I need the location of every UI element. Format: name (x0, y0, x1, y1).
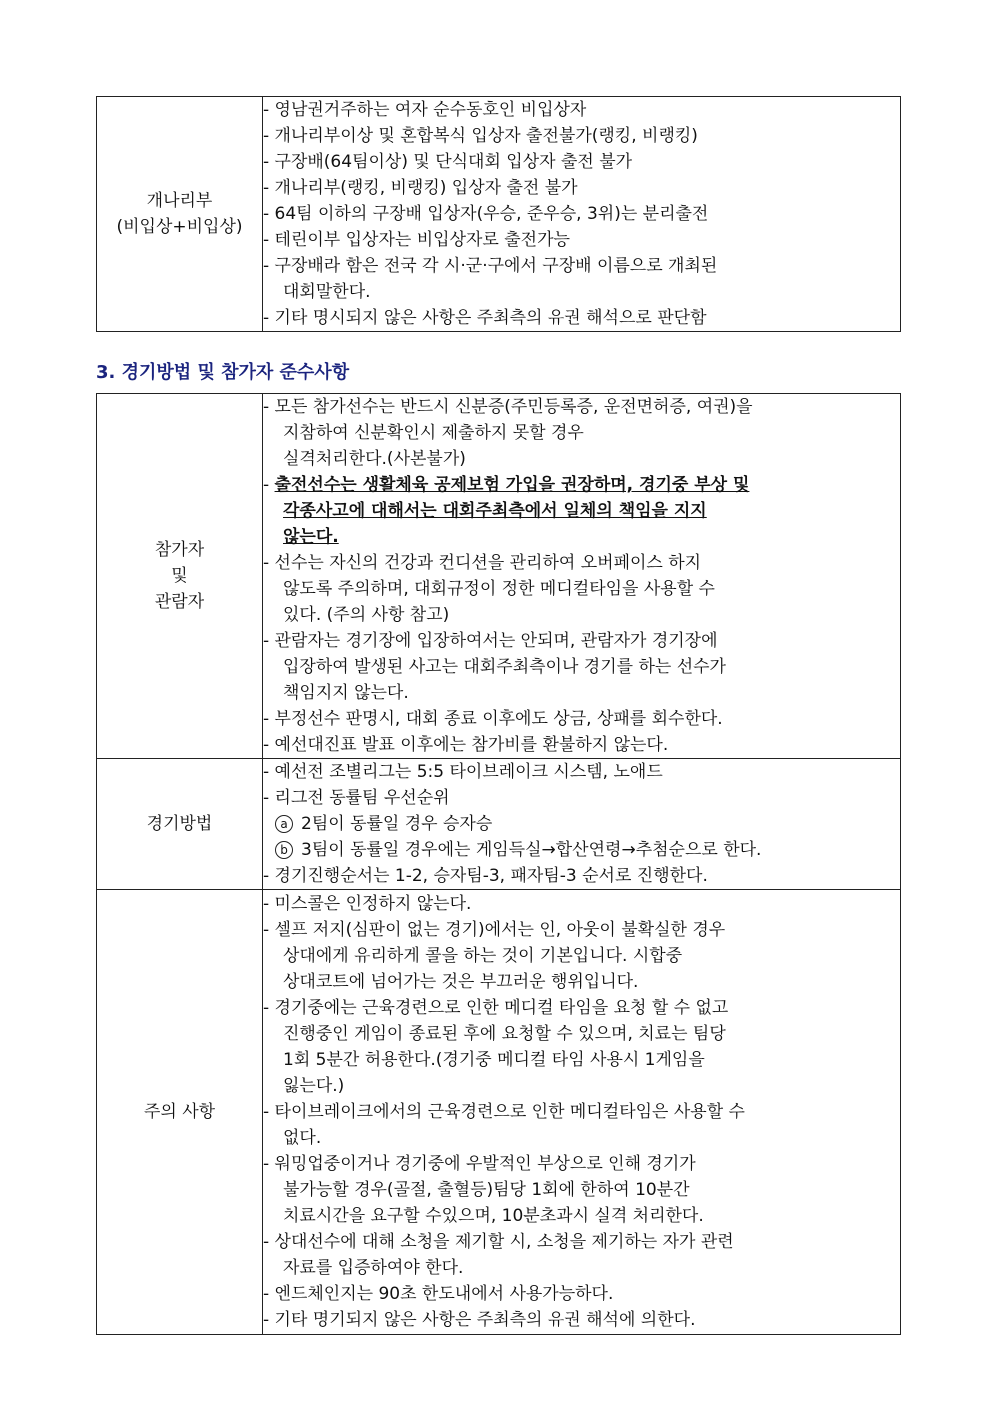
rule-item-continuation: 지참하여 신분확인시 제출하지 못할 경우 (283, 423, 584, 443)
rule-item-continuation: 상대에게 유리하게 콜을 하는 것이 기본입니다. 시합중 (283, 946, 683, 966)
rule-item-continuation: 실격처리한다.(사본불가) (283, 449, 466, 469)
method-rules (263, 759, 901, 890)
circled-letter-icon: b (275, 841, 293, 859)
table-row (97, 890, 901, 1335)
insurance-notice-line: 각종사고에 대해서는 대회주최측에서 일체의 책임을 지지 (283, 501, 707, 521)
rule-item: - 개나리부이상 및 혼합복식 입상자 출전불가(랭킹, 비랭킹) (263, 126, 698, 146)
rule-item: - 기타 명시되지 않은 사항은 주최측의 유권 해석으로 판단함 (263, 308, 707, 328)
table-row (97, 759, 901, 890)
rule-item-continuation: 있다. (주의 사항 참고) (283, 605, 450, 625)
rule-item-continuation: 책임지지 않는다. (283, 683, 409, 703)
participants-rules (263, 394, 901, 759)
rule-item: - 상대선수에 대해 소청을 제기할 시, 소청을 제기하는 자가 관련 (263, 1232, 734, 1252)
rule-item: - 예선전 조별리그는 5:5 타이브레이크 시스템, 노애드 (263, 762, 663, 782)
cautions-label (97, 890, 263, 1335)
table-row (97, 97, 901, 332)
rule-item: - 테린이부 입상자는 비입상자로 출전가능 (263, 230, 570, 250)
label-line: 관람자 (154, 592, 205, 612)
rule-item: - 미스콜은 인정하지 않는다. (263, 894, 472, 914)
label-line: 및 (171, 566, 188, 586)
rule-item: - 경기중에는 근육경련으로 인한 메디컬 타임을 요청 할 수 없고 (263, 998, 729, 1018)
rule-item-continuation: 자료를 입증하여야 한다. (283, 1258, 464, 1278)
rule-item: - 워밍업중이거나 경기중에 우발적인 부상으로 인해 경기가 (263, 1154, 696, 1174)
rule-item: - 영남권거주하는 여자 순수동호인 비입상자 (263, 100, 587, 120)
rule-item: - 리그전 동률팀 우선순위 (263, 788, 450, 808)
sub-item (263, 837, 900, 863)
rule-item: - 부정선수 판명시, 대회 종료 이후에도 상금, 상패를 회수한다. (263, 709, 723, 729)
rule-item-continuation: 1회 5분간 허용한다.(경기중 메디컬 타임 사용시 1게임을 (283, 1050, 705, 1070)
division-qualifier: (비입상+비입상) (116, 217, 243, 237)
rule-item-continuation: 치료시간을 요구할 수있으며, 10분초과시 실격 처리한다. (283, 1206, 704, 1226)
rule-item-continuation: 대회말한다. (283, 282, 371, 302)
participants-label (97, 394, 263, 759)
division-name: 개나리부 (146, 191, 213, 211)
rule-item: - 모든 참가선수는 반드시 신분증(주민등록증, 운전면허증, 여권)을 (263, 397, 753, 417)
circled-letter-icon: a (275, 815, 293, 833)
table-row (97, 394, 901, 759)
rule-item: - 구장배라 함은 전국 각 시·군·구에서 구장배 이름으로 개최된 (263, 256, 718, 276)
rule-item: - 경기진행순서는 1-2, 승자팀-3, 패자팀-3 순서로 진행한다. (263, 866, 708, 886)
eligibility-rules (263, 97, 901, 332)
rule-item: - 셀프 저지(심판이 없는 경기)에서는 인, 아웃이 불확실한 경우 (263, 920, 726, 940)
rule-item: - 64팀 이하의 구장배 입상자(우승, 준우승, 3위)는 분리출전 (263, 204, 709, 224)
insurance-notice-dash: - (263, 475, 275, 495)
sub-item (263, 811, 900, 837)
sub-item-text: 3팀이 동률일 경우에는 게임득실→합산연령→추첨순으로 한다. (301, 840, 762, 860)
rule-item-continuation: 불가능할 경우(골절, 출혈등)팀당 1회에 한하여 10분간 (283, 1180, 690, 1200)
rule-item-continuation: 않도록 주의하며, 대회규정이 정한 메디컬타임을 사용할 수 (283, 579, 715, 599)
rule-item: - 타이브레이크에서의 근육경련으로 인한 메디컬타임은 사용할 수 (263, 1102, 745, 1122)
eligibility-table (96, 96, 901, 332)
rule-item: - 기타 명기되지 않은 사항은 주최측의 유권 해석에 의한다. (263, 1310, 696, 1330)
section-heading: 3. 경기방법 및 참가자 준수사항 (96, 362, 350, 383)
rule-item: - 선수는 자신의 건강과 컨디션을 관리하여 오버페이스 하지 (263, 553, 702, 573)
insurance-notice-line: 않는다. (283, 527, 339, 547)
sub-item-text: 2팀이 동률일 경우 승자승 (301, 814, 493, 834)
rule-item: - 예선대진표 발표 이후에는 참가비를 환불하지 않는다. (263, 735, 669, 755)
rule-item: - 관람자는 경기장에 입장하여서는 안되며, 관람자가 경기장에 (263, 631, 718, 651)
label-line: 주의 사항 (143, 1102, 216, 1122)
insurance-notice-line: 출전선수는 생활체육 공제보험 가입을 권장하며, 경기중 부상 및 (274, 475, 750, 495)
cautions-rules (263, 890, 901, 1335)
label-line: 참가자 (154, 540, 205, 560)
rule-item-continuation: 잃는다.) (283, 1076, 345, 1096)
label-line: 경기방법 (146, 814, 213, 834)
rule-item-continuation: 진행중인 게임이 종료된 후에 요청할 수 있으며, 치료는 팀당 (283, 1024, 726, 1044)
method-label (97, 759, 263, 890)
rule-item-continuation: 없다. (283, 1128, 322, 1148)
rule-item: - 구장배(64팀이상) 및 단식대회 입상자 출전 불가 (263, 152, 633, 172)
rule-item-continuation: 상대코트에 넘어가는 것은 부끄러운 행위입니다. (283, 972, 639, 992)
rules-table (96, 393, 901, 1335)
insurance-notice (263, 472, 900, 498)
division-label (97, 97, 263, 332)
rule-item-continuation: 입장하여 발생된 사고는 대회주최측이나 경기를 하는 선수가 (283, 657, 726, 677)
rule-item: - 개나리부(랭킹, 비랭킹) 입상자 출전 불가 (263, 178, 578, 198)
rule-item: - 엔드체인지는 90초 한도내에서 사용가능하다. (263, 1284, 614, 1304)
